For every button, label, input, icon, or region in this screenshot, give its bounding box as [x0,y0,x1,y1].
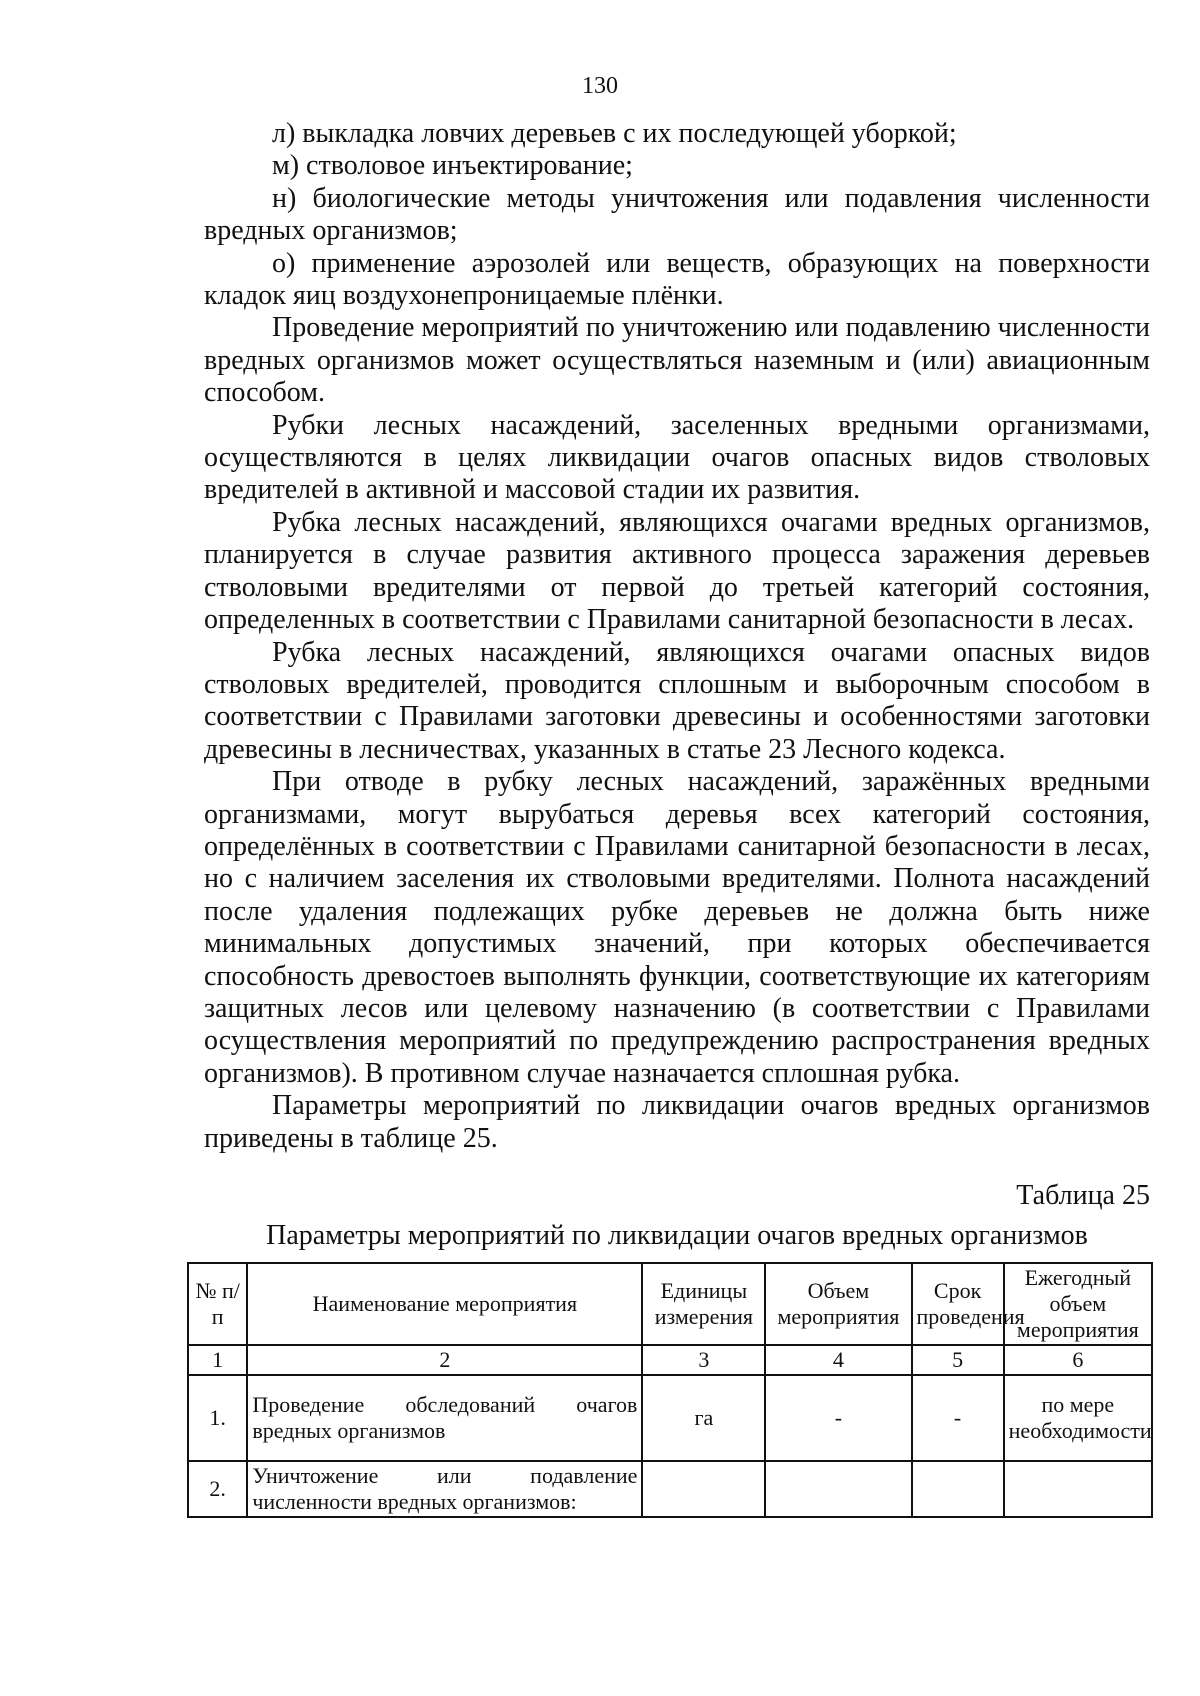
paragraph: о) применение аэрозолей или веществ, образующих на поверхности кладок яиц воздухонепроницаемые плёнки. [204,247,1150,312]
row-volume [765,1461,911,1517]
column-number-row [188,1345,1152,1375]
row-name-cell [247,1375,642,1461]
column-number: 2 [247,1345,642,1375]
paragraph: Рубка лесных насаждений, являющихся очагами вредных организмов, планируется в случае развития активного процесса заражения деревьев стволовыми вредителями от первой до третьей категорий состояния, определенных в соответствии с Правилами санитарной безопасности в лесах. [204,506,1150,636]
row-name-cell [247,1461,642,1517]
row-name-line: численности вредных организмов: [252,1489,577,1514]
body-text [204,118,1150,1155]
row-name-line: Проведение обследований очагов [252,1392,638,1417]
column-number: 1 [188,1345,247,1375]
row-term [912,1461,1004,1517]
row-unit: га [642,1375,765,1461]
row-volume: - [765,1375,911,1461]
table-title: Параметры мероприятий по ликвидации очагов вредных организмов [266,1220,1088,1251]
row-annual: по мере необходимости [1004,1375,1152,1461]
paragraph: л) выкладка ловчих деревьев с их последующей уборкой; [272,118,957,149]
header-cell-term: Срок проведения [912,1263,1004,1345]
paragraph: Рубка лесных насаждений, являющихся очагами опасных видов стволовых вредителей, проводится сплошным и выборочным способом в соответствии с Правилами заготовки древесины и особенностями заготовки древесины в лесничествах, указанных в статье 23 Лесного кодекса. [204,636,1150,765]
row-name-line: Уничтожение или подавление [252,1463,638,1488]
column-number: 6 [1004,1345,1152,1375]
row-unit [642,1461,765,1517]
table-header-row [188,1263,1152,1345]
table-label: Таблица 25 [1016,1180,1150,1211]
paragraph: м) стволовое инъектирование; [272,150,633,182]
page-number: 130 [582,73,618,99]
column-number: 4 [765,1345,911,1375]
paragraph: Параметры мероприятий по ликвидации очагов вредных организмов приведены в таблице 25. [204,1090,1150,1154]
header-cell-annual: Ежегодный объем мероприятия [1004,1263,1152,1345]
table-row [188,1461,1152,1517]
row-annual [1004,1461,1152,1517]
column-number: 5 [912,1345,1004,1375]
row-term: - [912,1375,1004,1461]
header-cell-unit: Единицы измерения [642,1263,765,1345]
paragraph: н) биологические методы уничтожения или подавления численности вредных организмов; [204,182,1150,247]
row-number: 1. [188,1375,247,1461]
paragraph: Проведение мероприятий по уничтожению или подавлению численности вредных организмов может осуществляться наземным и (или) авиационным способом. [204,312,1150,409]
paragraph: При отводе в рубку лесных насаждений, заражённых вредными организмами, могут вырубаться деревья всех категорий состояния, определённых в соответствии с Правилами санитарной безопасности в лесах, но с наличием заселения их стволовыми вредителями. Полнота насаждений после удаления подлежащих рубке деревьев не должна быть ниже минимальных допустимых значений, при которых обеспечивается способность древостоев выполнять функции, соответствующие их категориям защитных лесов или целевому назначению (в соответствии с Правилами осуществления мероприятий по предупреждению распространения вредных организмов). В противном случае назначается сплошная рубка. [204,766,1150,1089]
header-cell-number: № п/п [188,1263,247,1345]
header-cell-volume: Объем мероприятия [765,1263,911,1345]
row-number: 2. [188,1461,247,1517]
column-number: 3 [642,1345,765,1375]
parameters-table [187,1262,1153,1518]
paragraph: Рубки лесных насаждений, заселенных вредными организмами, осуществляются в целях ликвидации очагов опасных видов стволовых вредителей в активной и массовой стадии их развития. [204,409,1150,506]
table-row [188,1375,1152,1461]
row-name-line: вредных организмов [252,1418,446,1443]
header-cell-name: Наименование мероприятия [247,1263,642,1345]
